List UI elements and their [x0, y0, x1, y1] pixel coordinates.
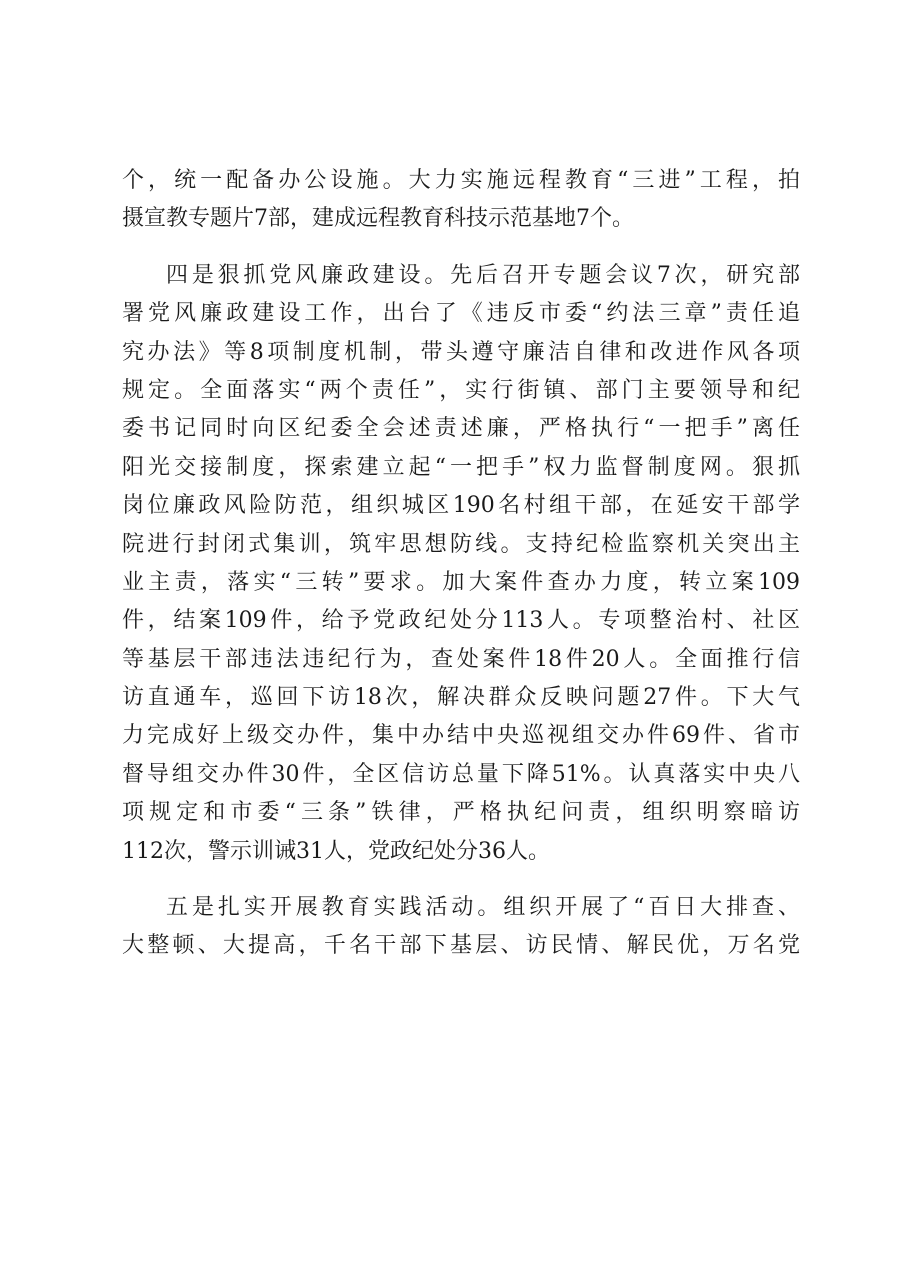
text-line: 项规定和市委“三条”铁律，严格执纪问责，组织明察暗访: [122, 800, 800, 826]
text-line: 力完成好上级交办件，集中办结中央巡视组交办件69件、省市: [122, 723, 800, 749]
text-line: 岗位廉政风险防范，组织城区190名村组干部，在延安干部学: [122, 493, 800, 519]
text-line: 督导组交办件30件，全区信访总量下降51%。认真落实中央八: [122, 761, 800, 787]
paragraph-gap: [122, 871, 800, 889]
text-line: 规定。全面落实“两个责任”，实行街镇、部门主要领导和纪: [122, 377, 800, 403]
text-line: 究办法》等8项制度机制，带头遵守廉洁自律和改进作风各项: [122, 339, 800, 365]
text-line: 四是狠抓党风廉政建设。先后召开专题会议7次，研究部: [166, 262, 800, 288]
text-line: 访直通车，巡回下访18次，解决群众反映问题27件。下大气: [122, 685, 800, 711]
text-line: 112次，警示训诫31人，党政纪处分36人。: [122, 838, 550, 864]
text-line: 委书记同时向区纪委全会述责述廉，严格执行“一把手”离任: [122, 416, 800, 442]
text-line: 署党风廉政建设工作，出台了《违反市委“约法三章”责任追: [122, 301, 800, 327]
text-line: 五是扎实开展教育实践活动。组织开展了“百日大排查、: [166, 895, 800, 921]
text-line: 大整顿、大提高，千名干部下基层、访民情、解民优，万名党: [122, 933, 800, 959]
text-line: 件，结案109件，给予党政纪处分113人。专项整治村、社区: [122, 608, 800, 634]
text-line: 个，统一配备办公设施。大力实施远程教育“三进”工程，拍: [122, 168, 800, 193]
text-line: 等基层干部违法违纪行为，查处案件18件20人。全面推行信: [122, 646, 800, 672]
body-text: [122, 162, 800, 966]
text-line: 摄宣教专题片7部，建成远程教育科技示范基地7个。: [122, 206, 634, 232]
text-line: 院进行封闭式集训，筑牢思想防线。支持纪检监察机关突出主: [122, 531, 800, 557]
text-line: 阳光交接制度，探索建立起“一把手”权力监督制度网。狠抓: [122, 454, 800, 480]
text-line: 业主责，落实“三转”要求。加大案件查办力度，转立案109: [122, 569, 800, 595]
paragraph-gap: [122, 239, 800, 257]
